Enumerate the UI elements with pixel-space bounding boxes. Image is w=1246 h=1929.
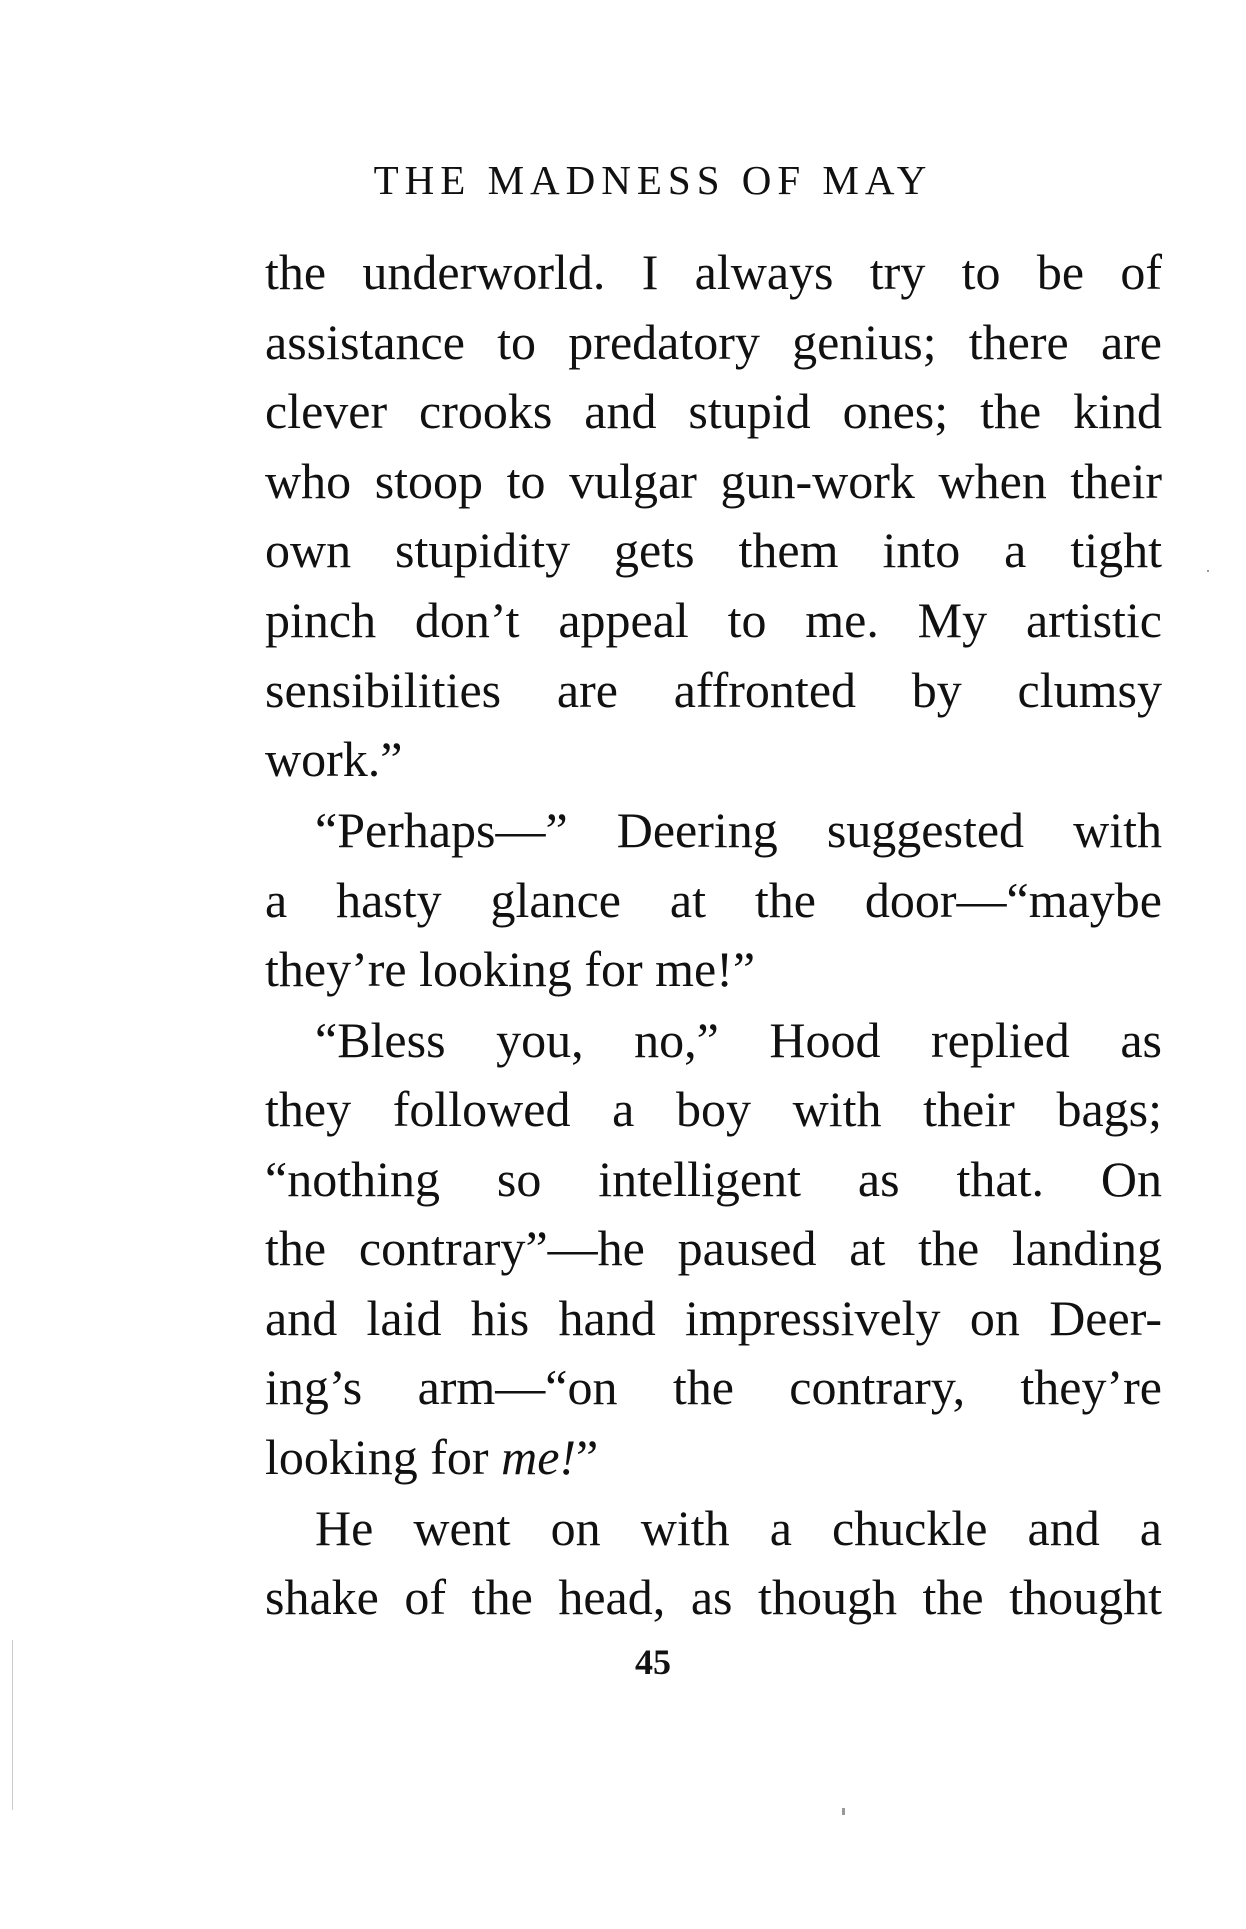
text-line: a hasty glance at the door—“maybe bbox=[265, 872, 1162, 928]
text-line: “Perhaps—” Deering suggested with bbox=[315, 802, 1162, 858]
text-line: sensibilities are affronted by clumsy bbox=[265, 662, 1162, 718]
text-line: “Bless you, no,” Hood replied as bbox=[315, 1012, 1162, 1068]
text-line: who stoop to vulgar gun-work when their bbox=[265, 453, 1162, 509]
text-line: and laid his hand impressively on Deer- bbox=[265, 1290, 1162, 1346]
text-line: the contrary”—he paused at the landing bbox=[265, 1220, 1162, 1276]
text-line: He went on with a chuckle and a bbox=[315, 1500, 1162, 1556]
closing-quote: ” bbox=[576, 1429, 599, 1485]
page-number: 45 bbox=[635, 1642, 671, 1682]
text-line: own stupidity gets them into a tight bbox=[265, 522, 1162, 578]
text-line: assistance to predatory genius; there are bbox=[265, 314, 1162, 370]
scan-speck bbox=[842, 1808, 845, 1815]
text-line: clever crooks and stupid ones; the kind bbox=[265, 383, 1162, 439]
text-line: “nothing so intelligent as that. On bbox=[265, 1151, 1162, 1207]
text-line bbox=[265, 1421, 1162, 1493]
emphasized-word: me! bbox=[501, 1429, 577, 1485]
text-line: shake of the head, as though the thought bbox=[265, 1569, 1162, 1625]
running-title: THE MADNESS OF MAY bbox=[373, 157, 933, 203]
text-line: the underworld. I always try to be of bbox=[265, 244, 1162, 300]
text-line: they’re looking for me!” bbox=[265, 941, 756, 997]
text-line: work.” bbox=[265, 731, 403, 787]
text-line: pinch don’t appeal to me. My artistic bbox=[265, 592, 1162, 648]
text-line: they followed a boy with their bags; bbox=[265, 1081, 1162, 1137]
text-line: ing’s arm—“on the contrary, they’re bbox=[265, 1359, 1162, 1415]
scan-speck bbox=[1207, 570, 1209, 572]
text-segment: looking for bbox=[265, 1429, 502, 1485]
scan-edge-mark bbox=[12, 1640, 13, 1810]
